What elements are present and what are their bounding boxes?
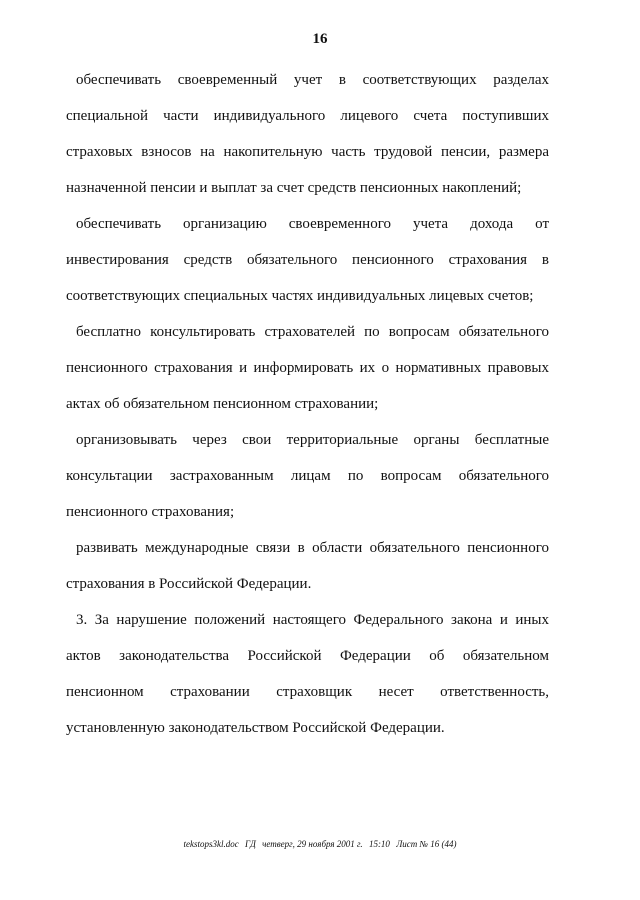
footer-date: четверг, 29 ноября 2001 г. (262, 839, 363, 849)
page-footer (0, 839, 640, 849)
paragraph-consulting-insured: организовывать через свои территориальные органы бесплатные консультации застрахованным лицам по вопросам обязательного пенсионного страхования; (66, 432, 549, 520)
document-body (66, 62, 549, 746)
footer-org: ГД (244, 839, 256, 849)
footer-filename: tekstops3kl.doc (183, 839, 239, 849)
paragraph-consulting-insurers: бесплатно консультировать страхователей по вопросам обязательного пенсионного страхования и информировать их о нормативных правовых актах об обязательном пенсионном страховании; (66, 324, 549, 412)
paragraph-international: развивать международные связи в области обязательного пенсионного страхования в Российской Федерации. (66, 540, 549, 592)
paragraph-liability: 3. За нарушение положений настоящего Федерального закона и иных актов законодательства Российской Федерации об обязательном пенсионном страховании страховщик несет ответственность, установленную законодательством Российской Федерации. (66, 612, 549, 736)
footer-time: 15:10 (368, 839, 390, 849)
paragraph-accounting: обеспечивать своевременный учет в соответствующих разделах специальной части индивидуального лицевого счета поступивших страховых взносов на накопительную часть трудовой пенсии, размера назначенной пенсии и выплат за счет средств пенсионных накоплений; (66, 72, 549, 196)
page-number: 16 (312, 31, 328, 47)
paragraph-investment-income: обеспечивать организацию своевременного учета дохода от инвестирования средств обязательного пенсионного страхования в соответствующих специальных частях индивидуальных лицевых счетов; (66, 216, 549, 304)
footer-sheet: Лист № 16 (44) (396, 839, 457, 849)
